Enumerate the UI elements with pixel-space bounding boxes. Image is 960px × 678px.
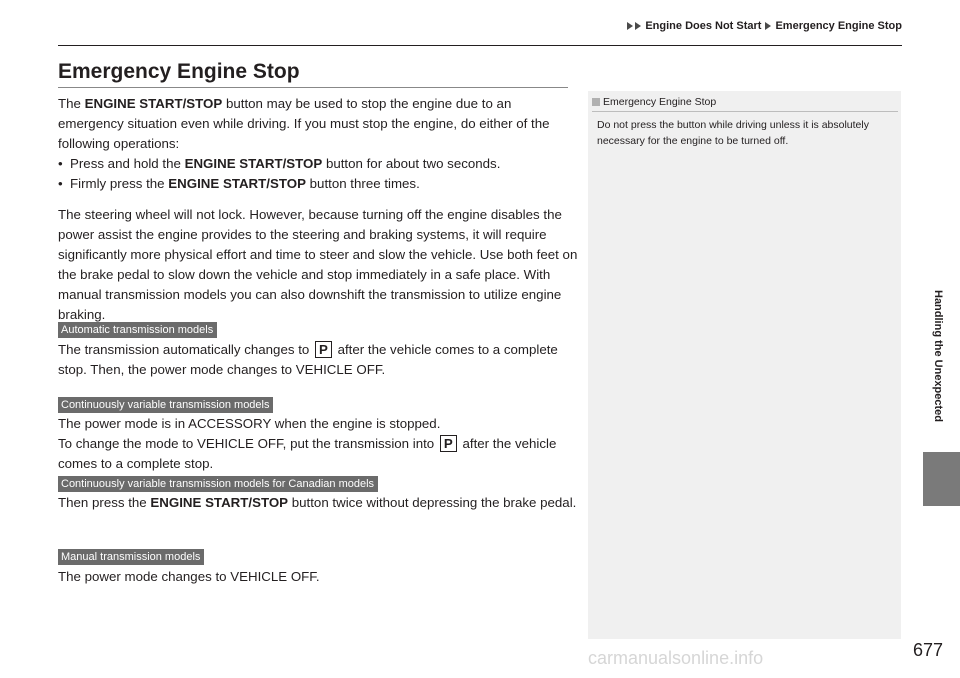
automatic-text-b: after the vehicle comes to a complete stop. Then, the power mode changes to VEHICLE OFF. bbox=[58, 342, 558, 377]
note-panel bbox=[588, 91, 901, 639]
watermark: carmanualsonline.info bbox=[588, 648, 764, 668]
park-key-icon: P bbox=[315, 341, 332, 358]
bullet-prefix: Firmly press the bbox=[70, 176, 169, 191]
page-number: 677 bbox=[912, 640, 943, 660]
arrow-icon bbox=[627, 22, 633, 30]
list-item bbox=[58, 174, 578, 194]
intro-paragraph bbox=[58, 94, 578, 154]
intro-prefix: The bbox=[58, 96, 85, 111]
arrow-icon bbox=[635, 22, 641, 30]
engine-button-name: ENGINE START/STOP bbox=[150, 495, 289, 510]
cvt-line2 bbox=[58, 434, 578, 474]
section-tag-manual: Manual transmission models bbox=[58, 549, 204, 565]
park-key-icon: P bbox=[440, 435, 457, 452]
header-divider bbox=[58, 45, 902, 46]
breadcrumb-current: Emergency Engine Stop bbox=[775, 20, 902, 32]
engine-button-name: ENGINE START/STOP bbox=[84, 96, 223, 111]
manual-paragraph: The power mode changes to VEHICLE OFF. bbox=[58, 569, 320, 584]
breadcrumb-section[interactable]: Engine Does Not Start bbox=[645, 20, 762, 32]
section-tag-cvt: Continuously variable transmission models bbox=[58, 397, 273, 413]
arrow-icon bbox=[765, 22, 771, 30]
breadcrumb bbox=[626, 20, 902, 32]
note-heading bbox=[592, 96, 716, 108]
cvt-canada-paragraph bbox=[58, 493, 578, 513]
note-text: Do not press the button while driving unless it is absolutely necessary for the engine to be turned off. bbox=[597, 119, 869, 147]
intro-block bbox=[58, 94, 578, 194]
title-divider bbox=[58, 87, 568, 88]
bullet-icon: • bbox=[58, 176, 63, 191]
section-tag-cvt-canada: Continuously variable transmission models for Canadian models bbox=[58, 476, 378, 492]
side-section-tab[interactable] bbox=[923, 452, 960, 506]
section-tag-automatic: Automatic transmission models bbox=[58, 322, 217, 338]
cvt-text-a: To change the mode to VEHICLE OFF, put the transmission into bbox=[58, 436, 435, 451]
cvt-canada-suffix: button twice without depressing the brake pedal. bbox=[288, 495, 577, 510]
bullet-icon: • bbox=[58, 156, 63, 171]
automatic-paragraph bbox=[58, 340, 578, 380]
bullet-bold: ENGINE START/STOP bbox=[168, 176, 306, 191]
note-heading-text: Emergency Engine Stop bbox=[603, 96, 717, 108]
note-divider bbox=[592, 111, 898, 112]
warning-paragraph: The steering wheel will not lock. However, because turning off the engine disables the power assist the engine provides to the steering and braking systems, it will require significantly more physical effort and time to steer and slow the vehicle. Use both feet on the brake pedal to slow down the vehicle and stop immediately in a safe place. With manual transmission models you can also downshift the transmission to utilize engine braking. bbox=[58, 207, 578, 322]
cvt-text-b: after the vehicle comes to a complete stop. bbox=[58, 436, 557, 471]
bullet-suffix: button for about two seconds. bbox=[322, 156, 501, 171]
bullet-bold: ENGINE START/STOP bbox=[184, 156, 323, 171]
cvt-line1: The power mode is in ACCESSORY when the engine is stopped. bbox=[58, 416, 441, 431]
list-item bbox=[58, 154, 578, 174]
intro-suffix: button may be used to stop the engine due to an emergency situation even while driving. If you must stop the engine, do either of the following operations: bbox=[58, 96, 550, 151]
bullet-suffix: button three times. bbox=[305, 176, 420, 191]
note-marker-icon bbox=[592, 98, 600, 106]
cvt-paragraph bbox=[58, 414, 578, 474]
side-section-label: Handling the Unexpected bbox=[932, 290, 944, 423]
automatic-text-a: The transmission automatically changes to bbox=[58, 342, 310, 357]
bullet-prefix: Press and hold the bbox=[70, 156, 185, 171]
page-title: Emergency Engine Stop bbox=[58, 60, 300, 83]
cvt-canada-prefix: Then press the bbox=[58, 495, 151, 510]
